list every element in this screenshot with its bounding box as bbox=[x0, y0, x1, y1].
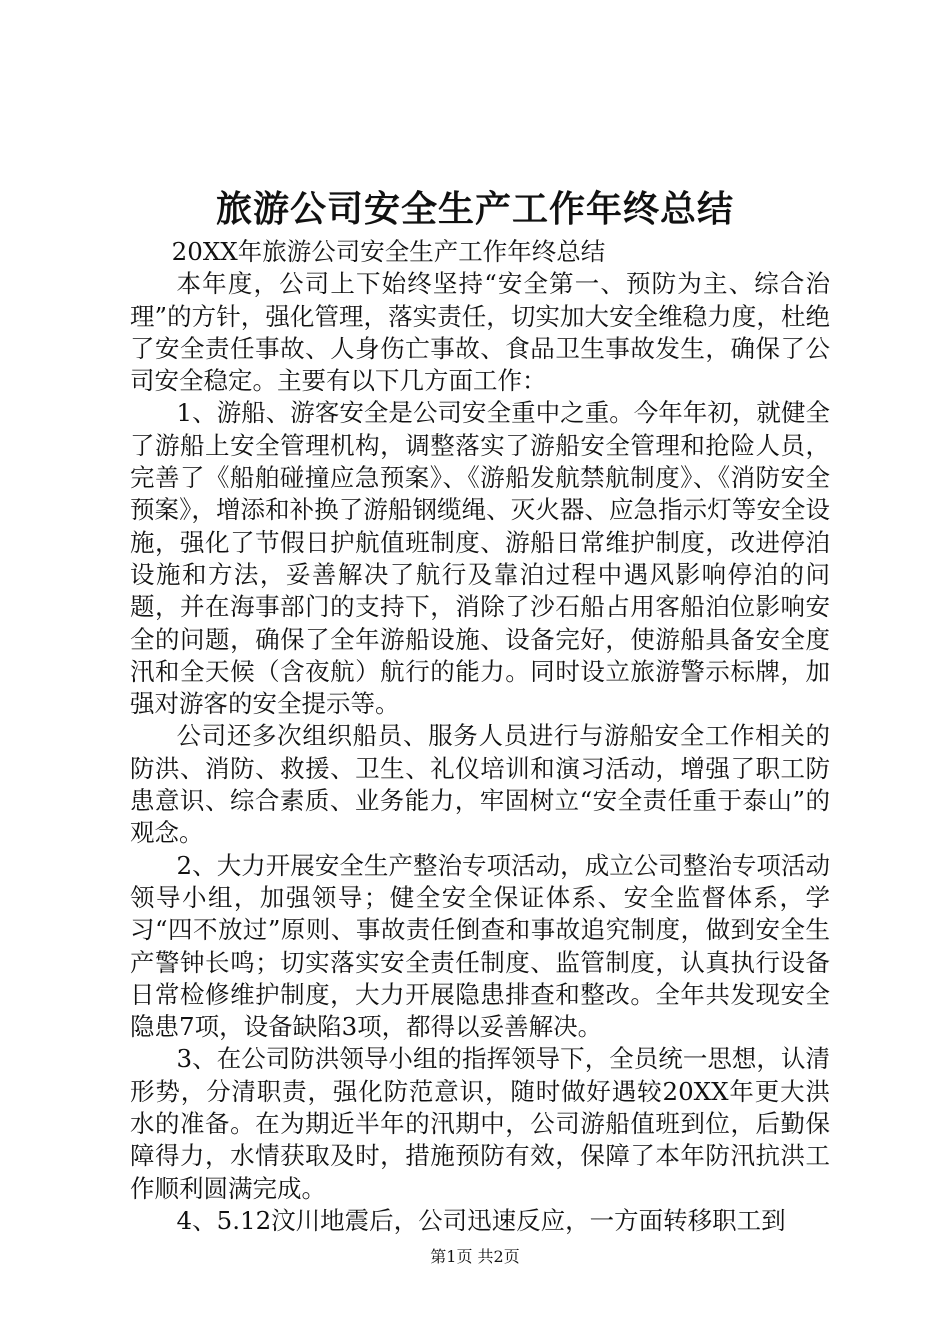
document-body bbox=[130, 236, 830, 1237]
page-number-footer: 第1页 共2页 bbox=[430, 1247, 520, 1266]
paragraph-item-1: 1、游船、游客安全是公司安全重中之重。今年年初，就健全了游船上安全管理机构，调整落实了游船安全管理和抢险人员，完善了《船舶碰撞应急预案》、《游船发航禁航制度》、《消防安全预案》，增添和补换了游船钢缆绳、灭火器、应急指示灯等安全设施，强化了节假日护航值班制度、游船日常维护制度，改进停泊设施和方法，妥善解决了航行及靠泊过程中遇风影响停泊的问题，并在海事部门的支持下，消除了沙石船占用客船泊位影响安全的问题，确保了全年游船设施、设备完好，使游船具备安全度汛和全天候（含夜航）航行的能力。同时设立旅游警示标牌，加强对游客的安全提示等。 bbox=[130, 398, 830, 719]
document-subtitle: 20XX年旅游公司安全生产工作年终总结 bbox=[171, 237, 606, 266]
document-title: 旅游公司安全生产工作年终总结 bbox=[215, 188, 734, 230]
paragraph-intro: 本年度，公司上下始终坚持“安全第一、预防为主、综合治理”的方针，强化管理，落实责任，切实加大安全维稳力度，杜绝了安全责任事故、人身伤亡事故、食品卫生事故发生，确保了公司安全稳定。主要有以下几方面工作： bbox=[130, 269, 830, 396]
paragraph-training: 公司还多次组织船员、服务人员进行与游船安全工作相关的防洪、消防、救援、卫生、礼仪培训和演习活动，增强了职工防患意识、综合素质、业务能力，牢固树立“安全责任重于泰山”的观念。 bbox=[130, 721, 830, 848]
paragraph-item-4: 4、5.12汶川地震后，公司迅速反应，一方面转移职工到 bbox=[176, 1205, 786, 1235]
paragraph-item-3: 3、在公司防洪领导小组的指挥领导下，全员统一思想，认清形势，分清职责，强化防范意识，随时做好遇较20XX年更大洪水的准备。在为期近半年的汛期中，公司游船值班到位，后勤保障得力，水情获取及时，措施预防有效，保障了本年防汛抗洪工作顺利圆满完成。 bbox=[130, 1044, 830, 1203]
paragraph-item-2: 2、大力开展安全生产整治专项活动，成立公司整治专项活动领导小组，加强领导；健全安全保证体系、安全监督体系，学习“四不放过”原则、事故责任倒查和事故追究制度，做到安全生产警钟长鸣；切实落实安全责任制度、监管制度，认真执行设备日常检修维护制度，大力开展隐患排查和整改。全年共发现安全隐患7项，设备缺陷3项，都得以妥善解决。 bbox=[130, 850, 830, 1042]
